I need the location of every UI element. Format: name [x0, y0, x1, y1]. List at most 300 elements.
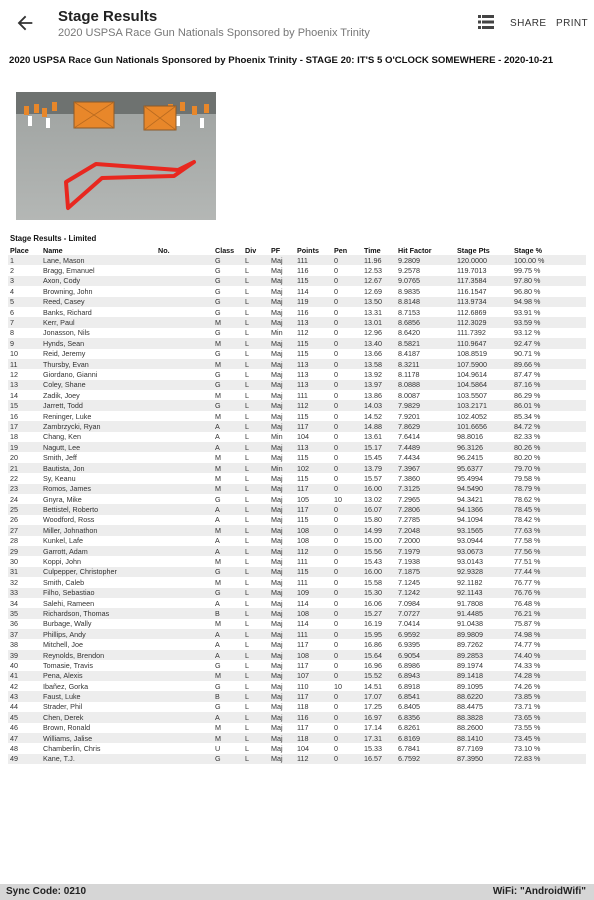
cell-class: A [213, 712, 243, 722]
cell-div: L [245, 640, 249, 650]
cell-hit-factor: 7.3860 [398, 473, 420, 483]
cell-stage-pct: 73.85 % [512, 691, 586, 701]
table-row[interactable] [8, 276, 586, 286]
cell-class: M [213, 463, 243, 473]
cell-stage-pts: 92.1143 [455, 588, 512, 598]
cell-hit-factor: 8.6856 [396, 317, 455, 327]
cell-time: 14.51 [364, 681, 382, 691]
table-row[interactable] [8, 743, 586, 753]
col-header-stage-pts[interactable]: Stage Pts [457, 245, 490, 255]
cell-pen: 0 [334, 307, 338, 317]
cell-points: 115 [297, 411, 309, 421]
table-row[interactable] [8, 265, 586, 275]
table-row[interactable] [8, 588, 586, 598]
cell-pf: Maj [269, 421, 295, 431]
cell-stage-pct: 78.62 % [514, 494, 541, 504]
cell-stage-pct: 73.65 % [512, 712, 586, 722]
cell-time: 15.45 [364, 453, 382, 463]
table-row[interactable] [8, 660, 586, 670]
table-row[interactable] [8, 473, 586, 483]
cell-time: 13.31 [364, 307, 382, 317]
cell-hit-factor: 7.4434 [398, 453, 420, 463]
cell-stage-pct: 78.45 % [512, 504, 586, 514]
cell-div: L [245, 702, 249, 712]
cell-stage-pts: 93.0944 [457, 536, 483, 546]
results-table [8, 245, 586, 764]
col-header-class[interactable]: Class [215, 245, 235, 255]
cell-pen: 0 [334, 557, 338, 567]
cell-name: Filho, Sebastiao [41, 588, 156, 598]
cell-pen: 0 [332, 317, 362, 327]
cell-hit-factor: 7.1979 [396, 546, 455, 556]
cell-no [156, 629, 213, 639]
table-row[interactable] [8, 452, 586, 462]
col-header-points[interactable]: Points [297, 245, 319, 255]
cell-class: G [215, 328, 221, 338]
cell-name: Burbage, Wally [43, 619, 92, 629]
cell-pf: Maj [271, 349, 283, 359]
cell-stage-pts: 87.7169 [457, 744, 483, 754]
cell-pen: 0 [334, 411, 338, 421]
report-view[interactable] [0, 46, 594, 884]
cell-time: 13.66 [364, 349, 382, 359]
cell-time: 15.52 [362, 671, 396, 681]
table-row[interactable] [8, 390, 586, 400]
table-row[interactable] [8, 463, 586, 473]
cell-name: Reninger, Luke [43, 411, 92, 421]
cell-pen: 0 [332, 712, 362, 722]
cell-points: 113 [295, 359, 332, 369]
cell-place: 33 [8, 588, 41, 598]
cell-stage-pts: 110.9647 [455, 338, 512, 348]
cell-no [156, 338, 213, 348]
table-row[interactable] [8, 723, 586, 733]
cell-stage-pts: 92.9328 [455, 567, 512, 577]
list-view-icon[interactable] [478, 15, 494, 29]
cell-hit-factor: 7.3967 [396, 463, 455, 473]
cell-time: 12.69 [364, 286, 382, 296]
cell-div: L [243, 608, 269, 618]
table-row[interactable] [8, 349, 586, 359]
status-bar [0, 884, 594, 900]
cell-name: Reid, Jeremy [43, 349, 86, 359]
col-header-hit-factor[interactable]: Hit Factor [398, 245, 432, 255]
cell-div: L [243, 255, 269, 265]
cell-pf: Maj [269, 733, 295, 743]
cell-pf: Maj [269, 712, 295, 722]
cell-hit-factor: 7.2000 [398, 536, 420, 546]
cell-hit-factor: 7.9201 [398, 411, 420, 421]
table-row[interactable] [8, 546, 586, 556]
table-row[interactable] [8, 380, 586, 390]
col-header-stage-pct[interactable]: Stage % [514, 245, 542, 255]
table-row[interactable] [8, 484, 586, 494]
cell-stage-pct: 73.55 % [514, 723, 541, 733]
cell-pf: Maj [271, 390, 283, 400]
col-header-div[interactable]: Div [245, 245, 257, 255]
cell-hit-factor: 7.0414 [398, 619, 420, 629]
share-button[interactable]: SHARE [510, 18, 547, 29]
cell-div: L [243, 525, 269, 535]
col-header-time[interactable]: Time [364, 245, 381, 255]
table-row[interactable] [8, 619, 586, 629]
sync-code: Sync Code: 0210 [6, 886, 87, 897]
cell-place: 49 [8, 754, 41, 764]
cell-stage-pts: 96.3126 [455, 442, 512, 452]
cell-stage-pct: 93.12 % [514, 328, 541, 338]
cell-name: Sy, Keanu [43, 473, 76, 483]
cell-class: A [213, 421, 243, 431]
cell-time: 16.06 [364, 598, 382, 608]
cell-name: Phillips, Andy [41, 629, 156, 639]
cell-hit-factor: 7.0984 [398, 598, 420, 608]
cell-time: 16.00 [362, 567, 396, 577]
cell-div: L [243, 567, 269, 577]
cell-time: 15.95 [362, 629, 396, 639]
cell-class: M [213, 733, 243, 743]
table-row[interactable] [8, 400, 586, 410]
cell-stage-pts: 103.5507 [457, 390, 487, 400]
cell-points: 107 [295, 671, 332, 681]
cell-stage-pts: 88.2600 [457, 723, 483, 733]
cell-stage-pct: 90.71 % [514, 349, 541, 359]
cell-stage-pts: 88.3828 [455, 712, 512, 722]
cell-name: Brown, Ronald [43, 723, 91, 733]
table-row[interactable] [8, 598, 586, 608]
cell-place: 8 [10, 328, 14, 338]
cell-stage-pts: 89.1095 [457, 681, 483, 691]
table-row[interactable] [8, 567, 586, 577]
table-row[interactable] [8, 255, 586, 265]
cell-no [156, 525, 213, 535]
cell-name: Reynolds, Brendon [41, 650, 156, 660]
cell-time: 14.88 [362, 421, 396, 431]
cell-stage-pct: 74.40 % [512, 650, 586, 660]
cell-hit-factor: 6.8918 [398, 681, 420, 691]
cell-stage-pts: 103.2171 [455, 400, 512, 410]
cell-div: L [243, 442, 269, 452]
table-row[interactable] [8, 442, 586, 452]
cell-name: Kunkel, Lafe [43, 536, 83, 546]
cell-stage-pct: 77.56 % [512, 546, 586, 556]
cell-div: L [243, 421, 269, 431]
cell-points: 113 [295, 380, 332, 390]
cell-hit-factor: 8.4187 [398, 349, 420, 359]
cell-pen: 0 [332, 463, 362, 473]
table-row[interactable] [8, 629, 586, 639]
cell-place: 5 [8, 297, 41, 307]
cell-hit-factor: 8.8148 [396, 297, 455, 307]
cell-pen: 0 [332, 380, 362, 390]
cell-hit-factor: 7.2965 [398, 494, 420, 504]
cell-place: 32 [10, 577, 18, 587]
cell-place: 39 [8, 650, 41, 660]
cell-place: 22 [10, 473, 18, 483]
cell-points: 115 [297, 349, 309, 359]
cell-div: L [245, 328, 249, 338]
cell-pf: Maj [269, 380, 295, 390]
cell-name: Garrott, Adam [41, 546, 156, 556]
table-row[interactable] [8, 286, 586, 296]
cell-no [156, 400, 213, 410]
cell-name: Tomasie, Travis [43, 660, 93, 670]
table-row[interactable] [8, 494, 586, 504]
cell-stage-pts: 104.5864 [455, 380, 512, 390]
cell-pf: Maj [269, 691, 295, 701]
table-row[interactable] [8, 754, 586, 764]
cell-points: 102 [295, 463, 332, 473]
cell-points: 110 [297, 681, 309, 691]
cell-stage-pct: 80.20 % [514, 453, 541, 463]
cell-class: G [215, 349, 221, 359]
cell-class: G [215, 702, 221, 712]
cell-pen: 0 [332, 608, 362, 618]
cell-div: L [243, 380, 269, 390]
cell-place: 6 [10, 307, 14, 317]
cell-points: 115 [297, 453, 309, 463]
cell-no [156, 432, 213, 442]
cell-div: L [243, 671, 269, 681]
cell-pen: 0 [332, 733, 362, 743]
cell-stage-pct: 77.51 % [514, 557, 541, 567]
table-row[interactable] [8, 297, 586, 307]
cell-stage-pts: 96.2415 [457, 453, 483, 463]
cell-pf: Maj [269, 650, 295, 660]
cell-name: Pena, Alexis [41, 671, 156, 681]
table-row[interactable] [8, 504, 586, 514]
cell-name: Kane, T.J. [41, 754, 156, 764]
cell-stage-pct: 73.10 % [514, 744, 541, 754]
cell-no [156, 286, 213, 296]
cell-time: 13.40 [362, 338, 396, 348]
table-row[interactable] [8, 328, 586, 338]
cell-class: G [215, 307, 221, 317]
cell-stage-pts: 93.0143 [457, 557, 483, 567]
table-row[interactable] [8, 515, 586, 525]
cell-no [156, 588, 213, 598]
cell-stage-pct: 87.47 % [514, 369, 541, 379]
table-row[interactable] [8, 712, 586, 722]
col-header-place[interactable]: Place [10, 245, 29, 255]
cell-hit-factor: 7.1938 [398, 557, 420, 567]
cell-class: B [213, 691, 243, 701]
cell-stage-pct: 76.21 % [512, 608, 586, 618]
cell-place: 36 [10, 619, 18, 629]
cell-no [156, 702, 213, 712]
page-title: Stage Results [58, 8, 158, 25]
cell-pf: Min [271, 328, 283, 338]
cell-name: Chen, Derek [41, 712, 156, 722]
cell-time: 15.58 [364, 577, 382, 587]
arrow-back-icon[interactable] [14, 12, 36, 34]
cell-class: G [215, 266, 221, 276]
cell-pf: Maj [269, 255, 295, 265]
cell-pf: Maj [269, 546, 295, 556]
cell-stage-pts: 111.7392 [457, 328, 486, 338]
cell-points: 116 [297, 266, 309, 276]
cell-stage-pct: 79.58 % [514, 473, 541, 483]
print-button[interactable]: PRINT [556, 18, 588, 29]
cell-time: 15.30 [362, 588, 396, 598]
cell-pf: Maj [269, 567, 295, 577]
cell-stage-pct: 77.63 % [512, 525, 586, 535]
cell-name: Chamberlin, Chris [43, 744, 101, 754]
cell-stage-pct: 94.98 % [512, 297, 586, 307]
cell-stage-pts: 89.1974 [457, 660, 483, 670]
cell-points: 105 [297, 494, 309, 504]
cell-stage-pts: 89.7262 [457, 640, 483, 650]
cell-pf: Maj [271, 681, 283, 691]
table-row[interactable] [8, 411, 586, 421]
cell-time: 15.57 [364, 473, 382, 483]
cell-pf: Maj [269, 359, 295, 369]
cell-stage-pts: 120.0000 [455, 255, 512, 265]
cell-no [156, 639, 213, 649]
cell-stage-pts: 108.8519 [457, 349, 487, 359]
cell-stage-pts: 91.4485 [455, 608, 512, 618]
cell-stage-pct: 93.59 % [512, 317, 586, 327]
table-row[interactable] [8, 307, 586, 317]
table-row[interactable] [8, 317, 586, 327]
cell-pen: 0 [334, 453, 338, 463]
table-row[interactable] [8, 681, 586, 691]
cell-time: 15.17 [362, 442, 396, 452]
table-row[interactable] [8, 369, 586, 379]
cell-name: Reed, Casey [41, 297, 156, 307]
cell-points: 117 [295, 691, 332, 701]
cell-class: G [213, 400, 243, 410]
cell-name: Mitchell, Joe [43, 640, 83, 650]
table-row[interactable] [8, 608, 586, 618]
cell-name: Ibañez, Gorka [43, 681, 89, 691]
cell-pen: 0 [332, 754, 362, 764]
cell-stage-pct: 86.29 % [514, 390, 541, 400]
cell-no [156, 723, 213, 733]
cell-hit-factor: 8.5821 [396, 338, 455, 348]
cell-name: Banks, Richard [43, 307, 92, 317]
cell-pen: 10 [334, 681, 342, 691]
table-row[interactable] [8, 556, 586, 566]
table-row[interactable] [8, 577, 586, 587]
cell-stage-pct: 76.77 % [514, 577, 541, 587]
cell-stage-pct: 76.48 % [514, 598, 541, 608]
cell-pen: 0 [332, 650, 362, 660]
cell-stage-pts: 107.5900 [455, 359, 512, 369]
cell-stage-pct: 73.71 % [514, 702, 541, 712]
cell-points: 117 [297, 723, 309, 733]
cell-hit-factor: 7.8629 [396, 421, 455, 431]
cell-points: 115 [295, 338, 332, 348]
cell-time: 15.80 [364, 515, 382, 525]
cell-pen: 0 [332, 691, 362, 701]
cell-class: G [215, 494, 221, 504]
cell-name: Zambrzycki, Ryan [41, 421, 156, 431]
cell-place: 43 [8, 691, 41, 701]
cell-pen: 0 [332, 546, 362, 556]
cell-no [156, 681, 213, 691]
cell-class: M [215, 723, 221, 733]
cell-class: M [213, 359, 243, 369]
cell-no [156, 307, 213, 317]
cell-pf: Maj [269, 504, 295, 514]
cell-stage-pct: 89.66 % [512, 359, 586, 369]
cell-class: B [213, 608, 243, 618]
cell-div: L [243, 297, 269, 307]
cell-class: M [215, 411, 221, 421]
cell-time: 17.07 [362, 691, 396, 701]
cell-place: 4 [10, 286, 14, 296]
cell-time: 13.02 [364, 494, 382, 504]
table-row[interactable] [8, 671, 586, 681]
cell-place: 44 [10, 702, 18, 712]
results-body [8, 255, 586, 764]
cell-no [156, 297, 213, 307]
col-header-no[interactable]: No. [158, 245, 170, 255]
cell-name: Faust, Luke [41, 691, 156, 701]
cell-pen: 0 [334, 723, 338, 733]
cell-time: 13.92 [364, 369, 382, 379]
table-row[interactable] [8, 536, 586, 546]
cell-name: Koppi, John [43, 557, 81, 567]
cell-pen: 0 [334, 515, 338, 525]
table-row[interactable] [8, 639, 586, 649]
cell-pen: 0 [334, 432, 338, 442]
table-row[interactable] [8, 702, 586, 712]
cell-points: 109 [295, 588, 332, 598]
table-row[interactable] [8, 359, 586, 369]
cell-no [156, 660, 213, 670]
cell-pen: 0 [332, 567, 362, 577]
cell-div: L [243, 733, 269, 743]
table-row[interactable] [8, 650, 586, 660]
cell-pf: Maj [271, 515, 283, 525]
cell-class: M [215, 390, 221, 400]
table-row[interactable] [8, 421, 586, 431]
cell-class: A [213, 650, 243, 660]
cell-points: 113 [295, 442, 332, 452]
wifi-status: WiFi: "AndroidWifi" [492, 886, 586, 897]
cell-pf: Maj [271, 473, 283, 483]
cell-time: 14.52 [364, 411, 382, 421]
cell-no [156, 712, 213, 722]
table-row[interactable] [8, 733, 586, 743]
cell-class: A [213, 442, 243, 452]
cell-pen: 0 [334, 473, 338, 483]
cell-pen: 0 [332, 629, 362, 639]
table-row[interactable] [8, 338, 586, 348]
cell-class: U [215, 744, 221, 754]
col-header-name[interactable]: Name [43, 245, 63, 255]
cell-hit-factor: 7.0727 [396, 608, 455, 618]
cell-stage-pts: 94.3421 [457, 494, 483, 504]
cell-points: 113 [297, 369, 309, 379]
cell-div: L [243, 629, 269, 639]
col-header-pen[interactable]: Pen [334, 245, 348, 255]
cell-div: L [245, 286, 249, 296]
cell-time: 16.57 [362, 754, 396, 764]
cell-name: Axon, Cody [41, 276, 156, 286]
table-row[interactable] [8, 691, 586, 701]
cell-points: 116 [295, 712, 332, 722]
cell-name: Chang, Ken [43, 432, 81, 442]
col-header-pf[interactable]: PF [271, 245, 281, 255]
cell-class: M [215, 577, 221, 587]
cell-hit-factor: 9.2809 [396, 255, 455, 265]
cell-time: 13.61 [364, 432, 382, 442]
table-row[interactable] [8, 525, 586, 535]
table-row[interactable] [8, 432, 586, 442]
cell-div: L [245, 266, 249, 276]
